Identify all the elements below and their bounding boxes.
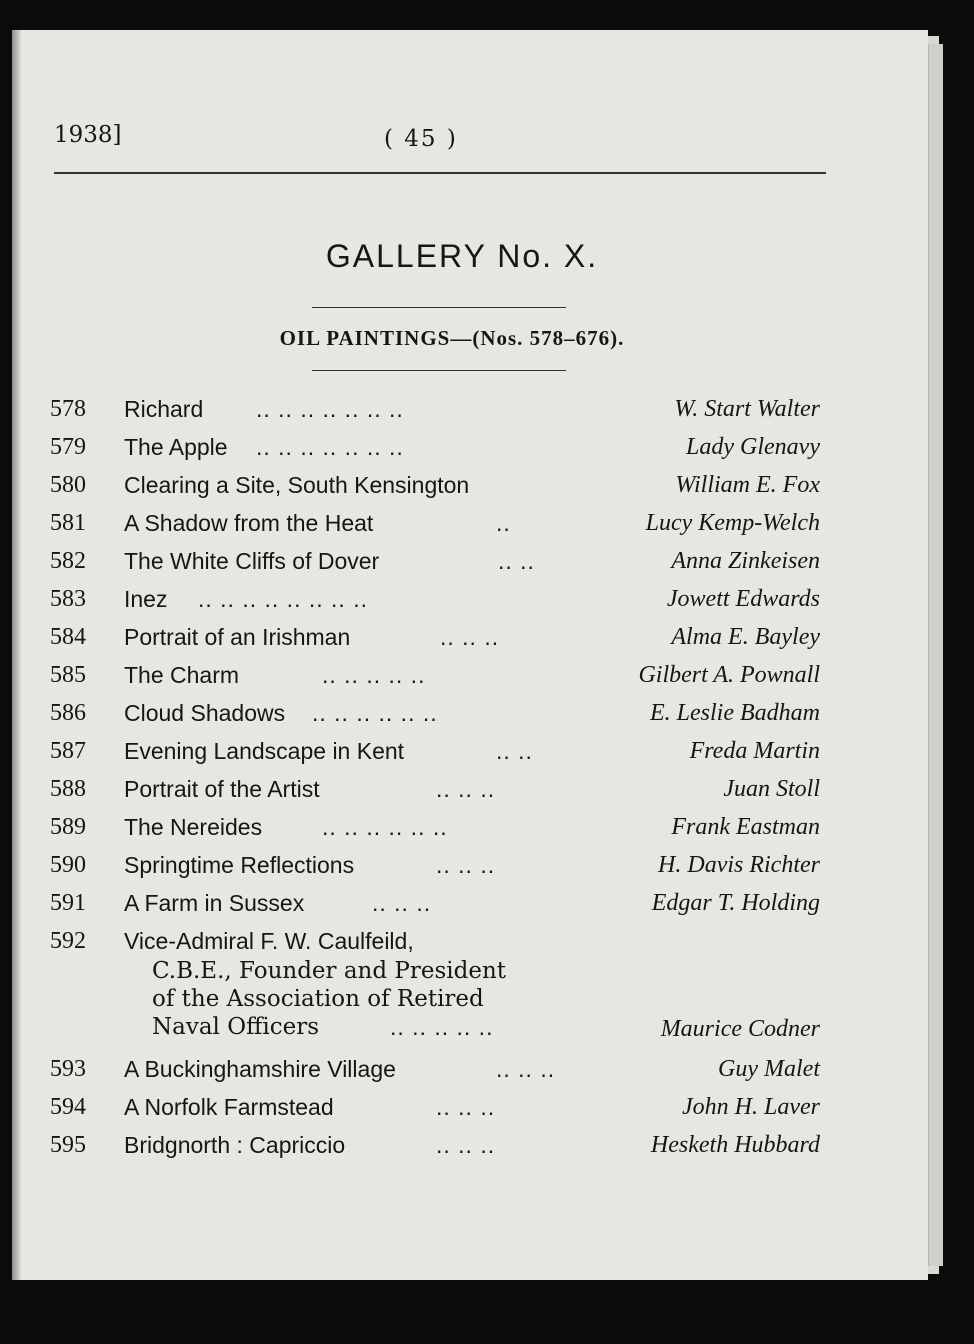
leader-dots: .. .. .. .. .. [322, 662, 426, 688]
running-head-year: 1938] [54, 122, 122, 148]
leader-dots: .. .. .. [436, 1132, 496, 1158]
entry-row [12, 738, 912, 772]
entry-artist: Gilbert A. Pownall [638, 662, 820, 688]
entry-artist: Frank Eastman [671, 814, 820, 840]
entry-number: 593 [50, 1056, 86, 1082]
entry-artist: H. Davis Richter [658, 852, 820, 878]
entry-number: 582 [50, 548, 86, 574]
entry-title: Springtime Reflections [124, 852, 355, 878]
entry-row [12, 662, 912, 696]
leader-dots: .. .. .. [372, 890, 432, 916]
catalogue-page [12, 30, 928, 1280]
entry-number: 584 [50, 624, 86, 650]
entry-row [12, 1094, 912, 1128]
entry-title: The Apple [124, 434, 228, 460]
entry-title: The Nereides [124, 814, 263, 840]
entry-number: 583 [50, 586, 86, 612]
entry-artist: Jowett Edwards [666, 586, 820, 612]
entry-row [12, 586, 912, 620]
entry-title: Cloud Shadows [124, 700, 286, 726]
entry-number: 595 [50, 1132, 86, 1158]
entry-number: 590 [50, 852, 86, 878]
entry-number: 578 [50, 396, 86, 422]
entry-artist: W. Start Walter [674, 396, 820, 422]
entry-artist: E. Leslie Badham [650, 700, 820, 726]
entry-title-line: C.B.E., Founder and President [152, 958, 507, 984]
entry-row [12, 548, 912, 582]
entry-row [12, 1132, 912, 1166]
section-heading: OIL PAINTINGS—(Nos. 578–676). [279, 326, 625, 350]
entry-number: 588 [50, 776, 86, 802]
entry-artist: Hesketh Hubbard [650, 1132, 820, 1158]
entry-title: Clearing a Site, South Kensington [124, 472, 470, 498]
entry-artist: Anna Zinkeisen [671, 548, 820, 574]
entry-row [12, 624, 912, 658]
entry-title-line: Vice-Admiral F. W. Caulfeild, [124, 928, 414, 954]
entry-row [12, 700, 912, 734]
entry-number: 580 [50, 472, 86, 498]
entry-artist: William E. Fox [675, 472, 820, 498]
entry-number: 585 [50, 662, 86, 688]
entry-row [12, 396, 912, 430]
entry-title-line: of the Association of Retired [152, 986, 484, 1012]
entry-artist: Alma E. Bayley [671, 624, 820, 650]
entry-row [12, 814, 912, 848]
entry-title: Portrait of the Artist [124, 776, 320, 802]
entry-row [12, 510, 912, 544]
leader-dots: .. .. .. [436, 1094, 496, 1120]
entry-title: The White Cliffs of Dover [124, 548, 380, 574]
leader-dots: .. .. .. .. .. [390, 1014, 494, 1040]
entry-number: 579 [50, 434, 86, 460]
entry-row [12, 890, 912, 924]
entry-artist: Guy Malet [718, 1056, 820, 1082]
leader-dots: .. .. .. .. .. .. .. .. [198, 586, 368, 612]
page-edge-inner [928, 44, 943, 1266]
entry-number: 581 [50, 510, 86, 536]
entry-number: 594 [50, 1094, 86, 1120]
entry-title: Evening Landscape in Kent [124, 738, 405, 764]
entry-list [12, 30, 912, 1280]
entry-title-line: Naval Officers [152, 1014, 320, 1040]
entry-title: A Farm in Sussex [124, 890, 305, 916]
entry-artist: John H. Laver [682, 1094, 820, 1120]
entry-row [12, 434, 912, 468]
leader-dots: .. .. .. .. .. .. .. [256, 396, 404, 422]
entry-title: A Norfolk Farmstead [124, 1094, 334, 1120]
leader-dots: .. [496, 510, 511, 536]
entry-title: Portrait of an Irishman [124, 624, 351, 650]
leader-dots: .. .. .. [436, 776, 496, 802]
page-number: ( 45 ) [384, 126, 458, 152]
entry-title: Bridgnorth : Capriccio [124, 1132, 346, 1158]
leader-dots: .. .. [496, 738, 533, 764]
leader-dots: .. .. .. .. .. .. .. [256, 434, 404, 460]
entry-title: Inez [124, 586, 168, 612]
entry-number: 592 [50, 928, 86, 954]
entry-row [12, 1056, 912, 1090]
entry-row [12, 928, 912, 1058]
leader-dots: .. .. [498, 548, 535, 574]
entry-artist: Lady Glenavy [686, 434, 820, 460]
entry-artist: Maurice Codner [660, 1016, 820, 1042]
entry-artist: Lucy Kemp-Welch [645, 510, 820, 536]
leader-dots: .. .. .. [436, 852, 496, 878]
entry-title: The Charm [124, 662, 240, 688]
entry-artist: Freda Martin [689, 738, 820, 764]
leader-dots: .. .. .. .. .. .. [322, 814, 448, 840]
entry-number: 591 [50, 890, 86, 916]
leader-dots: .. .. .. [440, 624, 500, 650]
entry-title: A Shadow from the Heat [124, 510, 374, 536]
leader-dots: .. .. .. .. .. .. [312, 700, 438, 726]
entry-title: A Buckinghamshire Village [124, 1056, 396, 1082]
entry-row [12, 776, 912, 810]
entry-number: 587 [50, 738, 86, 764]
leader-dots: .. .. .. [496, 1056, 556, 1082]
entry-artist: Juan Stoll [723, 776, 820, 802]
entry-row [12, 472, 912, 506]
entry-title: Richard [124, 396, 204, 422]
entry-artist: Edgar T. Holding [651, 890, 820, 916]
entry-row [12, 852, 912, 886]
gallery-heading: GALLERY No. X. [325, 238, 599, 274]
entry-number: 586 [50, 700, 86, 726]
entry-number: 589 [50, 814, 86, 840]
